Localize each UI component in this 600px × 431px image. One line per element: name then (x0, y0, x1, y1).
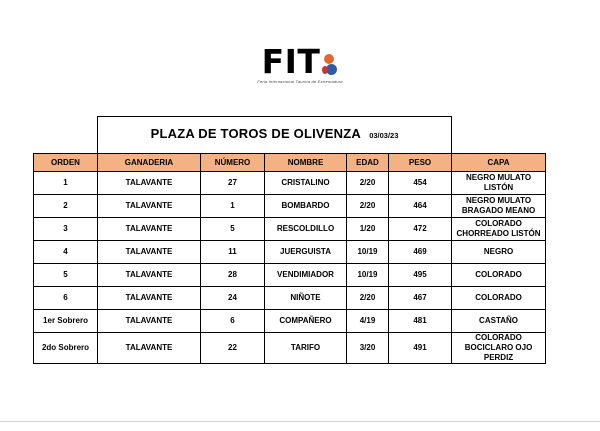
table-row (34, 333, 546, 364)
logo-tagline: Feria Internacional Taurina de Extremadura (257, 79, 343, 84)
cell-edad: 2/20 (347, 287, 389, 310)
cell-nombre: BOMBARDO (265, 195, 347, 218)
logo-text: FIT (261, 42, 321, 81)
cell-capa: NEGRO (452, 241, 546, 264)
cell-numero: 11 (201, 241, 265, 264)
table-row (34, 195, 546, 218)
cell-ganaderia: TALAVANTE (98, 287, 201, 310)
table-title: PLAZA DE TOROS DE OLIVENZA (150, 126, 361, 141)
table-row (34, 172, 546, 195)
cell-peso: 481 (389, 310, 452, 333)
cell-nombre: TARIFO (265, 333, 347, 364)
cell-orden: 1 (34, 172, 98, 195)
cell-capa: NEGRO MULATO LISTÓN (452, 172, 546, 195)
cell-orden: 4 (34, 241, 98, 264)
cell-peso: 472 (389, 218, 452, 241)
cell-numero: 1 (201, 195, 265, 218)
cell-numero: 27 (201, 172, 265, 195)
cell-numero: 6 (201, 310, 265, 333)
cell-nombre: RESCOLDILLO (265, 218, 347, 241)
table-row (34, 218, 546, 241)
cell-edad: 10/19 (347, 241, 389, 264)
logo-bull-icon (322, 52, 338, 78)
cell-nombre: CRISTALINO (265, 172, 347, 195)
cell-capa: COLORADO BOCICLARO OJO PERDIZ (452, 333, 546, 364)
cell-peso: 491 (389, 333, 452, 364)
column-header-nombre: NOMBRE (265, 154, 347, 172)
cell-nombre: JUERGUISTA (265, 241, 347, 264)
logo (0, 44, 600, 84)
column-header-numero: NÚMERO (201, 154, 265, 172)
cell-nombre: VENDIMIADOR (265, 264, 347, 287)
cell-orden: 6 (34, 287, 98, 310)
column-header-orden: ORDEN (34, 154, 98, 172)
cell-orden: 2do Sobrero (34, 333, 98, 364)
cell-numero: 24 (201, 287, 265, 310)
table-title-cell (98, 117, 452, 154)
cell-orden: 2 (34, 195, 98, 218)
cell-ganaderia: TALAVANTE (98, 218, 201, 241)
cell-nombre: COMPAÑERO (265, 310, 347, 333)
cell-numero: 5 (201, 218, 265, 241)
cell-edad: 1/20 (347, 218, 389, 241)
cell-ganaderia: TALAVANTE (98, 241, 201, 264)
cell-ganaderia: TALAVANTE (98, 195, 201, 218)
cell-ganaderia: TALAVANTE (98, 310, 201, 333)
cell-ganaderia: TALAVANTE (98, 333, 201, 364)
header-row (34, 154, 546, 172)
table-date: 03/03/23 (369, 131, 399, 140)
cell-numero: 28 (201, 264, 265, 287)
cell-peso: 495 (389, 264, 452, 287)
cell-edad: 2/20 (347, 172, 389, 195)
cell-capa: COLORADO (452, 264, 546, 287)
cell-ganaderia: TALAVANTE (98, 172, 201, 195)
cell-edad: 4/19 (347, 310, 389, 333)
cell-capa: COLORADO CHORREADO LISTÓN (452, 218, 546, 241)
cell-nombre: NIÑOTE (265, 287, 347, 310)
cell-peso: 454 (389, 172, 452, 195)
table-row (34, 241, 546, 264)
cell-capa: COLORADO (452, 287, 546, 310)
cell-orden: 5 (34, 264, 98, 287)
title-spacer-left (34, 117, 98, 154)
title-row (34, 117, 546, 154)
cell-edad: 3/20 (347, 333, 389, 364)
cell-orden: 3 (34, 218, 98, 241)
cell-peso: 469 (389, 241, 452, 264)
logo-mark (261, 42, 339, 81)
bull-list-table (33, 116, 546, 364)
cell-capa: CASTAÑO (452, 310, 546, 333)
cell-numero: 22 (201, 333, 265, 364)
cell-capa: NEGRO MULATO BRAGADO MEANO (452, 195, 546, 218)
cell-peso: 467 (389, 287, 452, 310)
cell-ganaderia: TALAVANTE (98, 264, 201, 287)
column-header-capa: CAPA (452, 154, 546, 172)
column-header-peso: PESO (389, 154, 452, 172)
column-header-ganaderia: GANADERIA (98, 154, 201, 172)
cell-edad: 2/20 (347, 195, 389, 218)
column-header-edad: EDAD (347, 154, 389, 172)
table-row (34, 287, 546, 310)
cell-orden: 1er Sobrero (34, 310, 98, 333)
table-row (34, 310, 546, 333)
title-spacer-right (452, 117, 546, 154)
cell-peso: 464 (389, 195, 452, 218)
table-row (34, 264, 546, 287)
cell-edad: 10/19 (347, 264, 389, 287)
